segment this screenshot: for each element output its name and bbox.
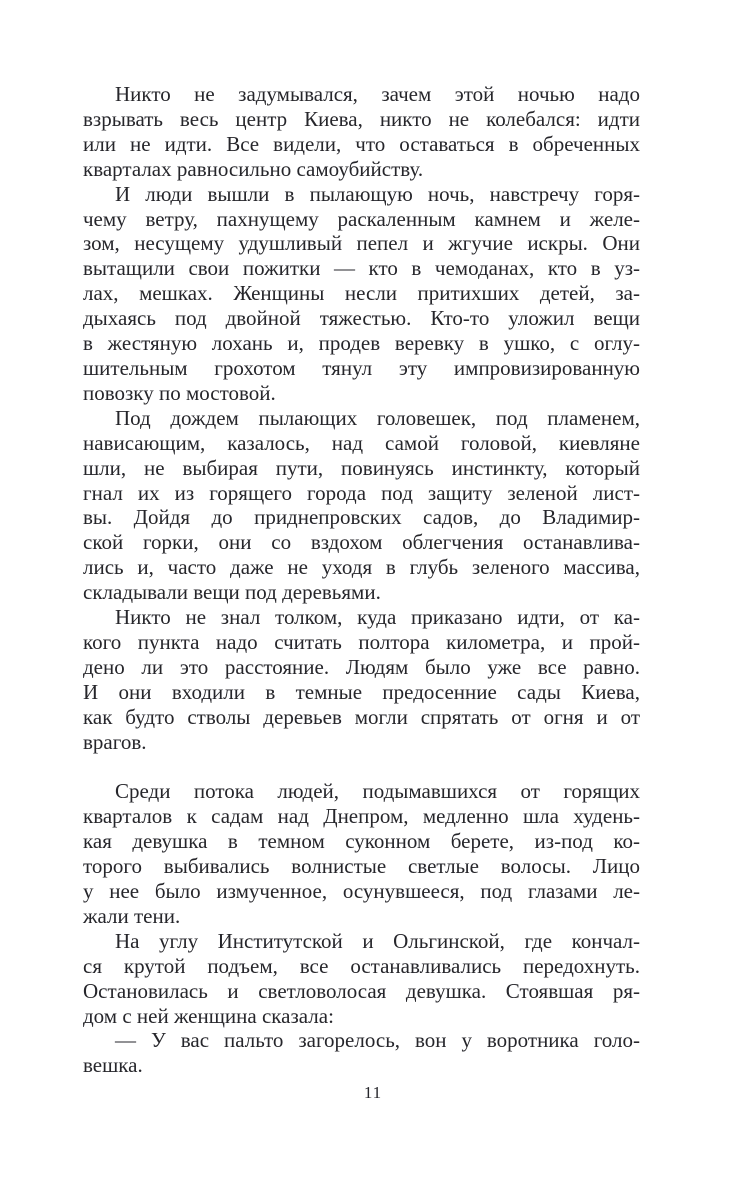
text-line: врагов. — [83, 729, 147, 754]
text-line: зом, несущему удушливый пепел и жгучие искры. Они — [83, 231, 640, 256]
text-line: дом с ней женщина сказала: — [83, 1003, 334, 1028]
text-line: дыхаясь под двойной тяжестью. Кто-то уложил вещи — [83, 306, 640, 331]
text-line: лах, мешках. Женщины несли притихших детей, за- — [83, 281, 640, 306]
text-line: ской горки, они со вздохом облегчения останавлива- — [83, 530, 640, 555]
text-line: вешка. — [83, 1053, 143, 1078]
text-line: кварталах равносильно самоубийству. — [83, 156, 424, 181]
text-line: у нее было измученное, осунувшееся, под глазами ле- — [83, 878, 640, 903]
text-line: или не идти. Все видели, что оставаться в обреченных — [83, 131, 640, 156]
text-line: складывали вещи под деревьями. — [83, 580, 381, 605]
text-line: дено ли это расстояние. Людям было уже все равно. — [83, 654, 640, 679]
text-line: как будто стволы деревьев могли спрятать от огня и от — [83, 704, 640, 729]
text-line: На углу Институтской и Ольгинской, где кончал- — [115, 928, 640, 953]
text-line: Никто не знал толком, куда приказано идти, от ка- — [115, 605, 640, 630]
text-line: нависающим, казалось, над самой головой, киевляне — [83, 430, 640, 455]
text-line: в жестяную лохань и, продев веревку в ушко, с оглу- — [83, 331, 640, 356]
paragraph — [83, 406, 640, 605]
text-line: ся крутой подъем, все останавливались передохнуть. — [83, 953, 640, 978]
text-line: Среди потока людей, подымавшихся от горящих — [115, 779, 640, 804]
paragraph — [83, 605, 640, 754]
paragraph — [83, 82, 640, 182]
text-line: И люди вышли в пылающую ночь, навстречу горя- — [115, 181, 640, 206]
text-line: чему ветру, пахнущему раскаленным камнем и желе- — [83, 206, 640, 231]
text-line: кая девушка в темном суконном берете, из-под ко- — [83, 829, 640, 854]
page-number: 11 — [363, 1083, 383, 1102]
text-line: лись и, часто даже не уходя в глубь зеленого массива, — [83, 555, 640, 580]
text-line: кого пункта надо считать полтора километра, и прой- — [83, 629, 640, 654]
text-line: шли, не выбирая пути, повинуясь инстинкту, который — [83, 455, 640, 480]
paragraph — [83, 182, 640, 406]
text-line: Никто не задумывался, зачем этой ночью надо — [115, 82, 640, 106]
text-line: Под дождем пылающих головешек, под пламенем, — [115, 405, 640, 430]
text-line: взрывать весь центр Киева, никто не колебался: идти — [83, 106, 640, 131]
text-line: шительным грохотом тянул эту импровизированную — [83, 355, 640, 380]
text-line: вы. Дойдя до приднепровских садов, до Владимир- — [83, 505, 640, 530]
text-line: торого выбивались волнистые светлые волосы. Лицо — [83, 854, 640, 879]
text-line: кварталов к садам над Днепром, медленно шла худень- — [83, 804, 640, 829]
text-line: повозку по мостовой. — [83, 380, 276, 405]
paragraph-dialogue — [83, 1028, 640, 1078]
text-line: Остановилась и светловолосая девушка. Стоявшая ря- — [83, 978, 640, 1003]
text-line: жали тени. — [83, 903, 181, 928]
text-line: гнал их из горящего города под защиту зеленой лист- — [83, 480, 640, 505]
paragraph-section-start — [83, 779, 640, 928]
text-block — [83, 82, 640, 1078]
text-line: вытащили свои пожитки — кто в чемоданах, кто в уз- — [83, 256, 640, 281]
text-line: — У вас пальто загорелось, вон у воротника голо- — [115, 1028, 640, 1053]
paragraph — [83, 929, 640, 1029]
text-line: И они входили в темные предосенние сады Киева, — [83, 679, 640, 704]
